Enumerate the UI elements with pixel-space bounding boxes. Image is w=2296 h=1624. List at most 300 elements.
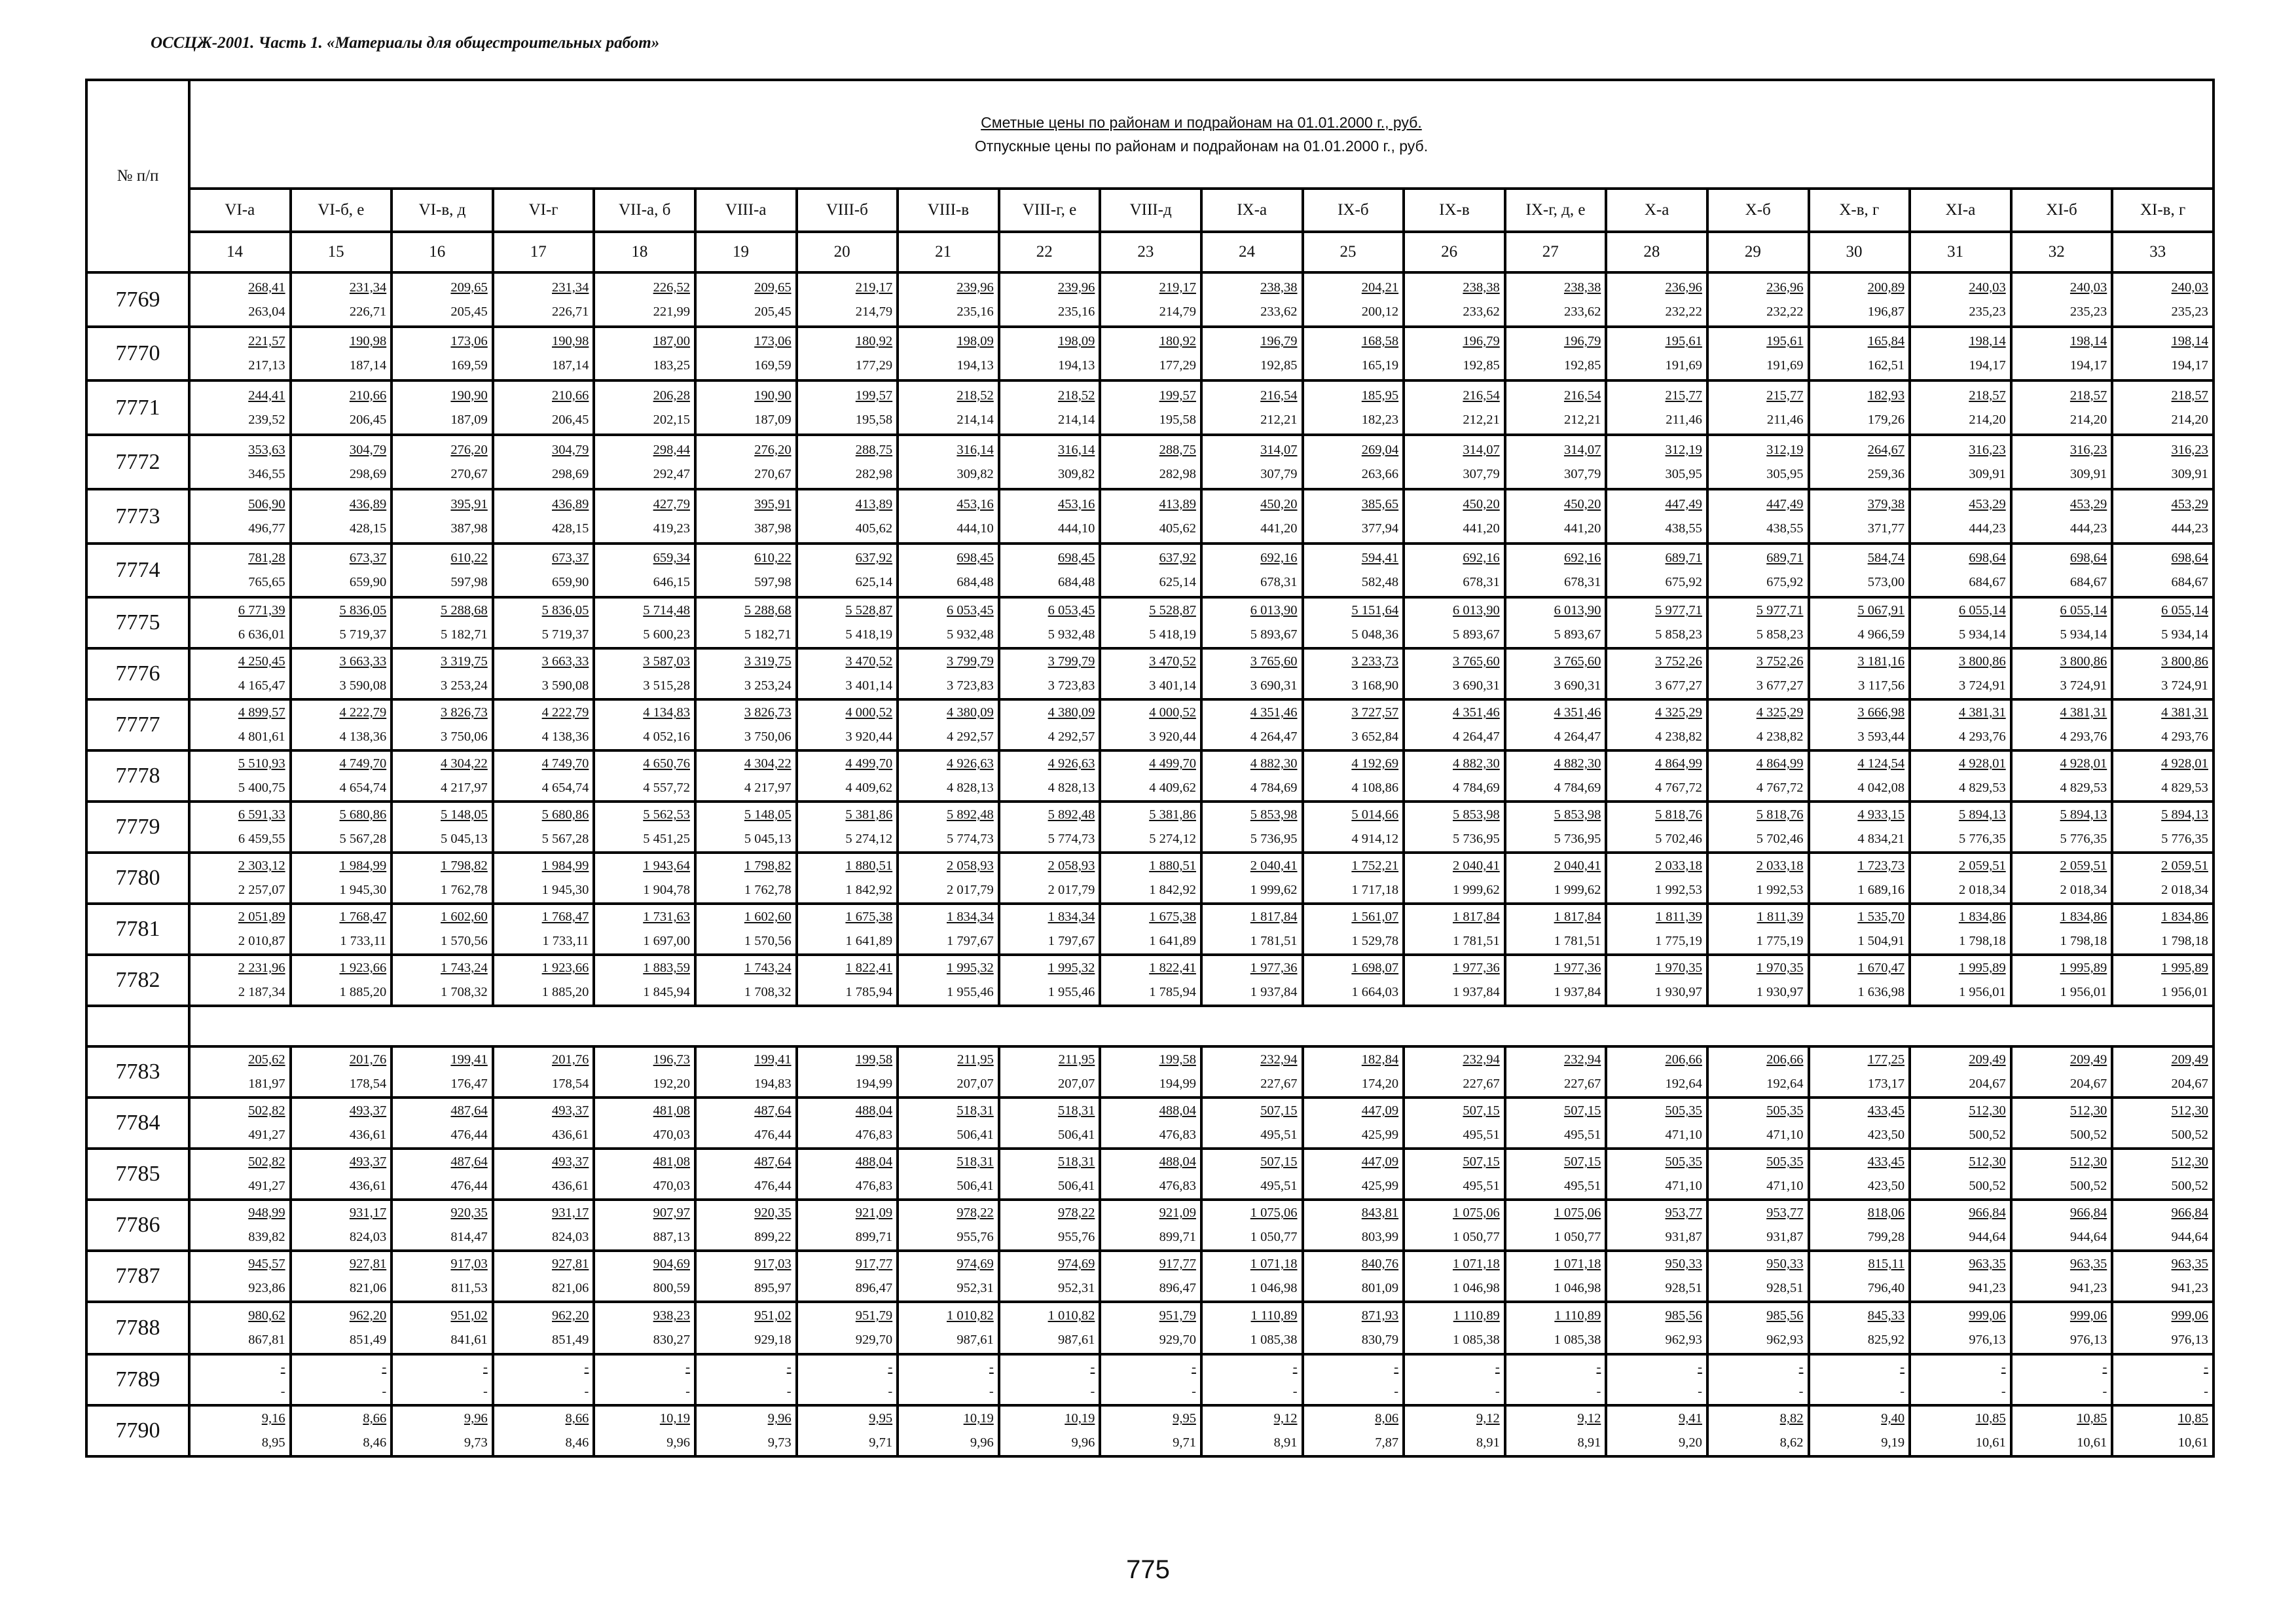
price-cell <box>2112 435 2214 489</box>
estimate-price: 206,66 <box>1665 1052 1702 1067</box>
release-price: 476,83 <box>855 1179 893 1193</box>
price-cell <box>1404 853 1505 904</box>
estimate-price: 1 670,47 <box>1857 961 1905 975</box>
document-header: ОССЦЖ-2001. Часть 1. «Материалы для общестроительных работ» <box>151 34 660 52</box>
estimate-price: - <box>2204 1360 2208 1375</box>
estimate-price: 493,37 <box>349 1103 387 1118</box>
row-id: 7769 <box>86 272 189 327</box>
release-price: 214,14 <box>1057 412 1095 427</box>
estimate-price: 1 984,99 <box>541 858 589 873</box>
estimate-price: 1 995,89 <box>2060 961 2107 975</box>
estimate-price: 1 995,32 <box>947 961 994 975</box>
release-price: 305,95 <box>1766 466 1804 481</box>
price-cell <box>1100 750 1201 802</box>
release-price: 270,67 <box>450 466 488 481</box>
price-cell <box>594 327 695 380</box>
price-cell <box>898 380 999 435</box>
release-price: 824,03 <box>552 1230 589 1244</box>
estimate-price: 206,28 <box>653 388 690 403</box>
estimate-price: 209,65 <box>754 280 792 295</box>
estimate-price: 1 984,99 <box>339 858 387 873</box>
price-cell <box>1910 648 2011 699</box>
price-cell <box>1303 1200 1404 1251</box>
release-price: 192,20 <box>653 1077 690 1091</box>
price-cell <box>189 544 291 597</box>
caption-estimate-prices: Сметные цены по районам и подрайонам на 01.01.2000 г., руб. <box>981 114 1422 131</box>
release-price: 5 774,73 <box>947 832 994 846</box>
release-price: 684,67 <box>2069 575 2107 589</box>
price-cell <box>291 1354 392 1405</box>
estimate-price: 3 765,60 <box>1250 654 1298 669</box>
estimate-price: 9,96 <box>464 1411 488 1426</box>
price-cell <box>2011 853 2113 904</box>
release-price: 5 893,67 <box>1554 627 1601 642</box>
release-price: 204,67 <box>1969 1077 2006 1091</box>
release-price: 471,10 <box>1766 1179 1804 1193</box>
estimate-price: 1 602,60 <box>441 910 488 924</box>
estimate-price: 5 528,87 <box>1149 603 1196 618</box>
release-price: 226,71 <box>349 304 387 319</box>
estimate-price: 1 970,35 <box>1655 961 1702 975</box>
price-cell <box>1303 1046 1404 1098</box>
price-cell <box>1404 1405 1505 1456</box>
row-id: 7787 <box>86 1251 189 1302</box>
release-price: 4 238,82 <box>1655 729 1702 744</box>
estimate-price: 4 222,79 <box>541 705 589 720</box>
estimate-price: - <box>2102 1360 2107 1375</box>
estimate-price: 201,76 <box>552 1052 589 1067</box>
release-price: 3 677,27 <box>1756 678 1804 693</box>
price-cell <box>1707 1302 1809 1354</box>
estimate-price: 921,09 <box>855 1206 893 1220</box>
estimate-price: 218,52 <box>1057 388 1095 403</box>
estimate-price: 512,30 <box>2069 1154 2107 1169</box>
estimate-price: 974,69 <box>957 1257 994 1271</box>
estimate-price: 1 834,34 <box>1048 910 1095 924</box>
estimate-price: 4 381,31 <box>2161 705 2208 720</box>
estimate-price: 5 148,05 <box>744 807 792 822</box>
release-price: 4 767,72 <box>1756 781 1804 795</box>
price-cell <box>1910 489 2011 544</box>
estimate-price: 5 818,76 <box>1655 807 1702 822</box>
estimate-price: 210,66 <box>349 388 387 403</box>
price-cell <box>1505 327 1607 380</box>
estimate-price: 1 834,86 <box>1958 910 2006 924</box>
release-price: 5 182,71 <box>744 627 792 642</box>
estimate-price: 395,91 <box>450 496 488 511</box>
price-cell <box>291 1098 392 1149</box>
estimate-price: - <box>584 1360 589 1375</box>
price-cell <box>1505 802 1607 853</box>
release-price: 678,31 <box>1260 575 1298 589</box>
release-price: 952,31 <box>1057 1281 1095 1295</box>
release-price: 211,46 <box>1766 412 1804 427</box>
release-price: 476,44 <box>450 1128 488 1142</box>
release-price: 232,22 <box>1665 304 1702 319</box>
price-cell <box>1910 853 2011 904</box>
price-cell <box>999 1354 1101 1405</box>
price-cell <box>1100 1302 1201 1354</box>
estimate-price: 1 110,89 <box>1453 1308 1500 1323</box>
estimate-price: 433,45 <box>1867 1154 1905 1169</box>
price-cell <box>1201 699 1303 750</box>
price-cell <box>695 1046 797 1098</box>
price-cell <box>2112 750 2214 802</box>
estimate-price: 692,16 <box>1563 551 1601 565</box>
price-cell <box>493 597 594 648</box>
release-price: 444,10 <box>1057 521 1095 536</box>
release-price: - <box>1292 1384 1298 1399</box>
estimate-price: 4 134,83 <box>643 705 690 720</box>
release-price: 491,27 <box>248 1179 285 1193</box>
estimate-price: 190,90 <box>754 388 792 403</box>
estimate-price: 512,30 <box>2069 1103 2107 1118</box>
price-cell <box>493 1149 594 1200</box>
estimate-price: 1 698,07 <box>1351 961 1399 975</box>
estimate-price: 209,49 <box>1969 1052 2006 1067</box>
price-cell <box>1505 750 1607 802</box>
release-price: 684,67 <box>1969 575 2006 589</box>
estimate-price: 240,03 <box>1969 280 2006 295</box>
estimate-price: 1 817,84 <box>1452 910 1500 924</box>
price-cell <box>493 1354 594 1405</box>
price-cell <box>2112 327 2214 380</box>
price-cell <box>1809 1405 1910 1456</box>
release-price: 3 515,28 <box>643 678 690 693</box>
estimate-price: 689,71 <box>1766 551 1804 565</box>
price-cell <box>1505 955 1607 1006</box>
price-cell <box>2112 699 2214 750</box>
estimate-price: 5 894,13 <box>2161 807 2208 822</box>
price-cell <box>2011 1302 2113 1354</box>
estimate-price: 962,20 <box>349 1308 387 1323</box>
release-price: 194,99 <box>855 1077 893 1091</box>
estimate-price: 4 928,01 <box>2060 756 2107 771</box>
release-price: 3 677,27 <box>1655 678 1702 693</box>
release-price: 597,98 <box>754 575 792 589</box>
estimate-price: 3 663,33 <box>541 654 589 669</box>
column-number: 14 <box>189 232 291 272</box>
price-cell <box>1201 1251 1303 1302</box>
estimate-price: 240,03 <box>2069 280 2107 295</box>
row-number-header: № п/п <box>86 80 189 272</box>
estimate-price: 3 587,03 <box>643 654 690 669</box>
price-cell <box>2011 904 2113 955</box>
estimate-price: 487,64 <box>754 1103 792 1118</box>
estimate-price: 304,79 <box>552 442 589 457</box>
price-cell <box>898 1302 999 1354</box>
price-cell <box>1606 435 1707 489</box>
estimate-price: 4 250,45 <box>238 654 285 669</box>
price-cell <box>291 435 392 489</box>
estimate-price: 921,09 <box>1159 1206 1196 1220</box>
estimate-price: 2 303,12 <box>238 858 285 873</box>
release-price: 5 776,35 <box>2060 832 2107 846</box>
price-cell <box>594 489 695 544</box>
release-price: 8,91 <box>1476 1435 1500 1450</box>
release-price: 5 934,14 <box>2060 627 2107 642</box>
release-price: 1 797,67 <box>1048 934 1095 948</box>
price-cell <box>999 955 1101 1006</box>
price-cell <box>695 1200 797 1251</box>
estimate-price: 196,73 <box>653 1052 690 1067</box>
release-price: 476,44 <box>450 1179 488 1193</box>
price-cell <box>594 544 695 597</box>
release-price: 1 636,98 <box>1857 985 1905 999</box>
estimate-price: 1 923,66 <box>541 961 589 975</box>
estimate-price: 198,09 <box>1057 334 1095 348</box>
release-price: 4 165,47 <box>238 678 285 693</box>
release-price: 851,49 <box>552 1333 589 1347</box>
release-price: 1 956,01 <box>1958 985 2006 999</box>
price-cell <box>898 1098 999 1149</box>
release-price: 1 762,78 <box>441 883 488 897</box>
price-cell <box>392 1302 493 1354</box>
release-price: 684,48 <box>957 575 994 589</box>
release-price: 1 570,56 <box>441 934 488 948</box>
price-cell <box>594 1098 695 1149</box>
release-price: 235,23 <box>2069 304 2107 319</box>
estimate-price: 6 013,90 <box>1452 603 1500 618</box>
price-cell <box>1910 597 2011 648</box>
price-cell <box>2011 435 2113 489</box>
estimate-price: 966,84 <box>2069 1206 2107 1220</box>
estimate-price: 395,91 <box>754 496 792 511</box>
price-cell <box>1100 1251 1201 1302</box>
estimate-price: 219,17 <box>1159 280 1196 295</box>
release-price: 1 930,97 <box>1655 985 1702 999</box>
price-cell <box>1100 489 1201 544</box>
release-price: 1 842,92 <box>1149 883 1196 897</box>
release-price: 5 702,46 <box>1756 832 1804 846</box>
price-cell <box>1606 1098 1707 1149</box>
price-cell <box>2011 1200 2113 1251</box>
estimate-price: 512,30 <box>2171 1103 2208 1118</box>
release-price: 5 776,35 <box>2161 832 2208 846</box>
estimate-price: 3 826,73 <box>441 705 488 720</box>
price-cell <box>594 802 695 853</box>
release-price: - <box>1698 1384 1702 1399</box>
price-cell <box>1910 1302 2011 1354</box>
row-id: 7783 <box>86 1046 189 1098</box>
estimate-price: 978,22 <box>1057 1206 1095 1220</box>
price-cell <box>392 904 493 955</box>
release-price: 387,98 <box>754 521 792 536</box>
price-cell <box>1404 699 1505 750</box>
price-cell <box>1606 750 1707 802</box>
release-price: 182,23 <box>1361 412 1399 427</box>
price-cell <box>392 1200 493 1251</box>
price-cell <box>291 1149 392 1200</box>
release-price: 227,67 <box>1260 1077 1298 1091</box>
price-cell <box>493 489 594 544</box>
estimate-price: 209,49 <box>2171 1052 2208 1067</box>
estimate-price: 3 765,60 <box>1452 654 1500 669</box>
price-cell <box>493 750 594 802</box>
price-cell <box>1303 380 1404 435</box>
table-row <box>86 802 2214 853</box>
price-cell <box>1910 272 2011 327</box>
release-price: 500,52 <box>2069 1179 2107 1193</box>
estimate-price: 3 663,33 <box>339 654 387 669</box>
price-cell <box>1707 380 1809 435</box>
release-price: 962,93 <box>1766 1333 1804 1347</box>
price-cell <box>695 802 797 853</box>
release-price: 1 050,77 <box>1452 1230 1500 1244</box>
price-cell <box>1809 597 1910 648</box>
price-cell <box>2112 544 2214 597</box>
price-cell <box>1606 955 1707 1006</box>
release-price: 9,71 <box>1173 1435 1196 1450</box>
release-price: 931,87 <box>1665 1230 1702 1244</box>
release-price: 187,09 <box>450 412 488 427</box>
estimate-price: 316,14 <box>1057 442 1095 457</box>
price-cell <box>594 272 695 327</box>
price-cell <box>392 853 493 904</box>
release-price: 200,12 <box>1361 304 1399 319</box>
release-price: 929,70 <box>1159 1333 1196 1347</box>
estimate-price: 5 288,68 <box>441 603 488 618</box>
estimate-price: - <box>1090 1360 1095 1375</box>
price-cell <box>1707 1098 1809 1149</box>
release-price: 928,51 <box>1766 1281 1804 1295</box>
price-cell <box>594 1354 695 1405</box>
release-price: 307,79 <box>1563 466 1601 481</box>
estimate-price: 238,38 <box>1563 280 1601 295</box>
release-price: 1 999,62 <box>1452 883 1500 897</box>
release-price: - <box>483 1384 488 1399</box>
price-cell <box>392 699 493 750</box>
release-price: 1 955,46 <box>1048 985 1095 999</box>
estimate-price: 276,20 <box>754 442 792 457</box>
release-price: 10,61 <box>2178 1435 2208 1450</box>
price-cell <box>1606 597 1707 648</box>
release-price: 899,71 <box>1159 1230 1196 1244</box>
release-price: 506,41 <box>1057 1128 1095 1142</box>
price-cell <box>1404 544 1505 597</box>
estimate-price: 518,31 <box>1057 1154 1095 1169</box>
release-price: 309,91 <box>2171 466 2208 481</box>
estimate-price: 3 319,75 <box>744 654 792 669</box>
estimate-price: 518,31 <box>957 1154 994 1169</box>
estimate-price: 1 798,82 <box>744 858 792 873</box>
release-price: 309,82 <box>1057 466 1095 481</box>
estimate-price: 5 510,93 <box>238 756 285 771</box>
estimate-price: 2 051,89 <box>238 910 285 924</box>
estimate-price: 436,89 <box>552 496 589 511</box>
estimate-price: 211,95 <box>957 1052 994 1067</box>
estimate-price: 5 853,98 <box>1250 807 1298 822</box>
estimate-price: 196,79 <box>1563 334 1601 348</box>
estimate-price: 198,14 <box>2069 334 2107 348</box>
price-cell <box>189 1098 291 1149</box>
price-table <box>85 79 2215 1458</box>
table-row <box>86 955 2214 1006</box>
price-cell <box>291 1302 392 1354</box>
estimate-price: 5 680,86 <box>339 807 387 822</box>
price-cell <box>1707 435 1809 489</box>
estimate-price: 8,06 <box>1375 1411 1399 1426</box>
estimate-price: 413,89 <box>1159 496 1196 511</box>
estimate-price: 1 561,07 <box>1351 910 1399 924</box>
table-row <box>86 1251 2214 1302</box>
price-cell <box>1505 1302 1607 1354</box>
region-header: XI-в, г <box>2112 189 2214 232</box>
estimate-price: - <box>1394 1360 1399 1375</box>
release-price: 207,07 <box>1057 1077 1095 1091</box>
price-cell <box>797 1405 898 1456</box>
price-cell <box>1809 1098 1910 1149</box>
price-cell <box>189 1405 291 1456</box>
price-cell <box>695 597 797 648</box>
estimate-price: 4 499,70 <box>1149 756 1196 771</box>
price-cell <box>1505 1405 1607 1456</box>
release-price: 3 723,83 <box>1048 678 1095 693</box>
estimate-price: 5 067,91 <box>1857 603 1905 618</box>
release-price: 1 046,98 <box>1554 1281 1601 1295</box>
estimate-price: 180,92 <box>1159 334 1196 348</box>
price-cell <box>291 802 392 853</box>
price-cell <box>1201 955 1303 1006</box>
region-header: VI-в, д <box>392 189 493 232</box>
region-header: IX-а <box>1201 189 1303 232</box>
price-cell <box>189 1251 291 1302</box>
row-id: 7772 <box>86 435 189 489</box>
table-row <box>86 597 2214 648</box>
release-price: 441,20 <box>1563 521 1601 536</box>
release-price: 506,41 <box>957 1179 994 1193</box>
release-price: 4 829,53 <box>1958 781 2006 795</box>
estimate-price: 232,94 <box>1260 1052 1298 1067</box>
price-cell <box>1809 699 1910 750</box>
release-price: 3 253,24 <box>441 678 488 693</box>
price-cell <box>594 380 695 435</box>
estimate-price: 1 822,41 <box>1149 961 1196 975</box>
estimate-price: 4 351,46 <box>1452 705 1500 720</box>
estimate-price: 1 675,38 <box>1149 910 1196 924</box>
estimate-price: 447,09 <box>1361 1154 1399 1169</box>
price-cell <box>999 380 1101 435</box>
estimate-price: 206,66 <box>1766 1052 1804 1067</box>
estimate-price: 198,14 <box>1969 334 2006 348</box>
price-cell <box>1100 802 1201 853</box>
column-number: 31 <box>1910 232 2011 272</box>
release-price: 5 600,23 <box>643 627 690 642</box>
price-cell <box>1303 802 1404 853</box>
estimate-price: 951,02 <box>754 1308 792 1323</box>
price-cell <box>1910 435 2011 489</box>
estimate-price: 219,17 <box>855 280 893 295</box>
price-cell <box>493 802 594 853</box>
price-cell <box>1100 1200 1201 1251</box>
release-price: 233,62 <box>1563 304 1601 319</box>
estimate-price: 1 811,39 <box>1655 910 1702 924</box>
price-cell <box>1100 327 1201 380</box>
estimate-price: 453,29 <box>2069 496 2107 511</box>
estimate-price: 221,57 <box>248 334 285 348</box>
estimate-price: - <box>280 1360 285 1375</box>
release-price: 796,40 <box>1867 1281 1905 1295</box>
release-price: 9,96 <box>970 1435 994 1450</box>
release-price: 1 708,32 <box>441 985 488 999</box>
release-price: 9,20 <box>1679 1435 1702 1450</box>
release-price: 476,83 <box>855 1128 893 1142</box>
estimate-price: 4 933,15 <box>1857 807 1905 822</box>
release-price: 500,52 <box>1969 1179 2006 1193</box>
estimate-price: 980,62 <box>248 1308 285 1323</box>
estimate-price: 4 381,31 <box>2060 705 2107 720</box>
estimate-price: 4 000,52 <box>1149 705 1196 720</box>
